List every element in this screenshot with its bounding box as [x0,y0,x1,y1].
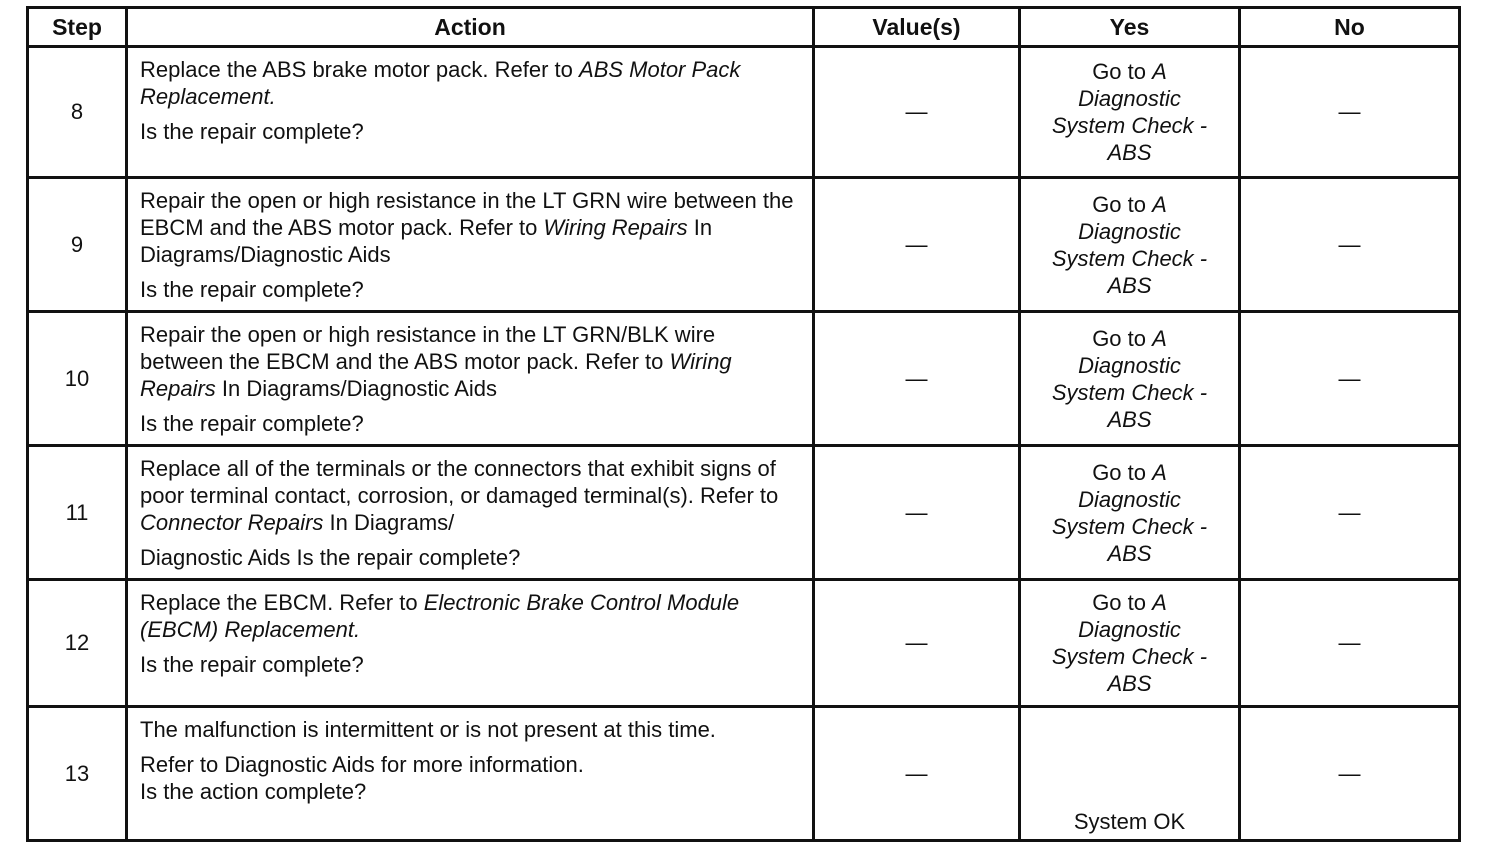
action-cell [127,707,814,841]
header-yes: Yes [1020,8,1240,47]
value-cell: — [814,580,1020,707]
no-cell: — [1240,580,1460,707]
reference-link[interactable]: Wiring Repairs [140,349,732,401]
step-number: 13 [28,707,127,841]
reference-link[interactable]: Wiring Repairs [543,215,688,240]
yes-cell: Go to A Diagnostic System Check - ABS [1020,580,1240,707]
yes-reference-link[interactable]: A Diagnostic System Check - ABS [1051,459,1208,566]
action-question: Is the repair complete? [140,277,364,302]
action-cell [127,446,814,580]
no-cell: — [1240,178,1460,312]
yes-reference-link[interactable]: A Diagnostic System Check - ABS [1051,191,1208,298]
diagnostic-table [26,6,1461,842]
action-question: Is the action complete? [140,779,367,804]
yes-cell: Go to A Diagnostic System Check - ABS [1020,178,1240,312]
no-cell: — [1240,707,1460,841]
action-text: Repair the open or high resistance in the LT GRN/BLK wire between the EBCM and the ABS motor pack. Refer to Wiring Repairs In Diagrams/Diagnostic Aids [140,322,732,401]
no-cell: — [1240,47,1460,178]
header-no: No [1240,8,1460,47]
action-text: Replace the EBCM. Refer to Electronic Brake Control Module (EBCM) Replacement. [140,590,740,642]
yes-reference-link[interactable]: A Diagnostic System Check - ABS [1051,590,1208,696]
action-extra: Refer to Diagnostic Aids for more information. [140,752,584,777]
action-question: Diagnostic Aids Is the repair complete? [140,545,521,570]
table-row [28,580,1460,707]
step-number: 9 [28,178,127,312]
action-question: Is the repair complete? [140,411,364,436]
step-number: 10 [28,312,127,446]
step-number: 12 [28,580,127,707]
action-cell [127,312,814,446]
step-number: 11 [28,446,127,580]
yes-cell: Go to A Diagnostic System Check - ABS [1020,312,1240,446]
table-row [28,47,1460,178]
value-cell: — [814,446,1020,580]
yes-cell: System OK [1020,707,1240,841]
action-text: Replace all of the terminals or the connectors that exhibit signs of poor terminal contact, corrosion, or damaged terminal(s). Refer to Connector Repairs In Diagrams/ [140,456,779,535]
action-cell [127,580,814,707]
header-values: Value(s) [814,8,1020,47]
no-cell: — [1240,312,1460,446]
action-text: Repair the open or high resistance in the LT GRN wire between the EBCM and the ABS motor pack. Refer to Wiring Repairs In Diagrams/Diagnostic Aids [140,188,794,267]
action-cell [127,178,814,312]
action-cell [127,47,814,178]
value-cell: — [814,707,1020,841]
yes-cell: Go to A Diagnostic System Check - ABS [1020,47,1240,178]
header-action: Action [127,8,814,47]
yes-reference-link[interactable]: A Diagnostic System Check - ABS [1051,59,1208,165]
reference-link[interactable]: Electronic Brake Control Module (EBCM) Replacement. [140,590,740,642]
no-cell: — [1240,446,1460,580]
action-question: Is the repair complete? [140,119,364,144]
table-row [28,707,1460,841]
table-row [28,446,1460,580]
step-number: 8 [28,47,127,178]
action-text: The malfunction is intermittent or is not present at this time. [140,717,716,742]
value-cell: — [814,312,1020,446]
header-row [28,8,1460,47]
yes-cell: Go to A Diagnostic System Check - ABS [1020,446,1240,580]
header-step: Step [28,8,127,47]
value-cell: — [814,47,1020,178]
table-row [28,312,1460,446]
reference-link[interactable]: ABS Motor Pack Replacement. [140,57,741,109]
action-question: Is the repair complete? [140,652,364,677]
yes-reference-link[interactable]: A Diagnostic System Check - ABS [1051,325,1208,432]
action-text: Replace the ABS brake motor pack. Refer to ABS Motor Pack Replacement. [140,57,741,109]
table-row [28,178,1460,312]
value-cell: — [814,178,1020,312]
reference-link[interactable]: Connector Repairs [140,510,324,535]
